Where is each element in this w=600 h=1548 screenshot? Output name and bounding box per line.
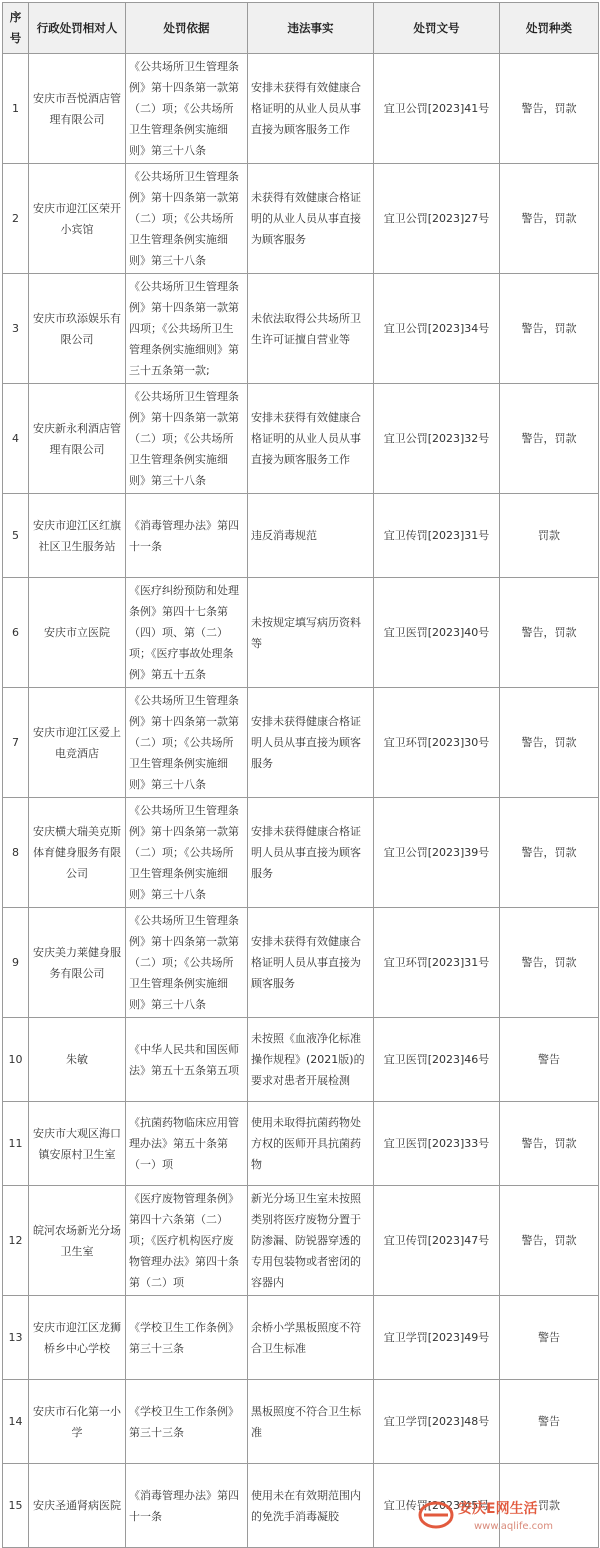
row-party: 皖河农场新光分场卫生室: [29, 1186, 126, 1296]
row-seq: 13: [3, 1296, 29, 1380]
table-row: [3, 1102, 599, 1186]
row-basis: 《消毒管理办法》第四十一条: [126, 494, 248, 578]
row-penalty-type: 警告，罚款: [500, 54, 599, 164]
table-row: [3, 494, 599, 578]
row-party: 安庆新永利酒店管理有限公司: [29, 384, 126, 494]
table-row: [3, 1296, 599, 1380]
header-basis: 处罚依据: [126, 3, 248, 54]
header-seq: 序号: [3, 3, 29, 54]
row-basis: 《学校卫生工作条例》第三十三条: [126, 1380, 248, 1464]
row-doc-no: 宜卫医罚[2023]33号: [374, 1102, 500, 1186]
row-seq: 5: [3, 494, 29, 578]
row-seq: 6: [3, 578, 29, 688]
row-doc-no: 宜卫医罚[2023]40号: [374, 578, 500, 688]
row-party: 安庆美力莱健身服务有限公司: [29, 908, 126, 1018]
row-fact: 安排未获得健康合格证明人员从事直接为顾客服务: [248, 688, 374, 798]
row-seq: 7: [3, 688, 29, 798]
table-row: [3, 688, 599, 798]
row-fact: 黑板照度不符合卫生标准: [248, 1380, 374, 1464]
row-party: 朱敏: [29, 1018, 126, 1102]
row-penalty-type: 警告，罚款: [500, 908, 599, 1018]
row-party: 安庆市大观区海口镇安原村卫生室: [29, 1102, 126, 1186]
row-doc-no: 宜卫传罚[2023]47号: [374, 1186, 500, 1296]
table-row: [3, 384, 599, 494]
row-penalty-type: 警告: [500, 1380, 599, 1464]
row-fact: 安排未获得有效健康合格证明人员从事直接为顾客服务: [248, 908, 374, 1018]
row-fact: 未获得有效健康合格证明的从业人员从事直接为顾客服务: [248, 164, 374, 274]
row-fact: 余桥小学黑板照度不符合卫生标准: [248, 1296, 374, 1380]
row-fact: 使用未在有效期范围内的免洗手消毒凝胶: [248, 1464, 374, 1548]
header-party: 行政处罚相对人: [29, 3, 126, 54]
row-seq: 8: [3, 798, 29, 908]
row-seq: 3: [3, 274, 29, 384]
row-basis: 《公共场所卫生管理条例》第十四条第一款第（二）项；《公共场所卫生管理条例实施细则》第三十八条: [126, 384, 248, 494]
row-basis: 《医疗纠纷预防和处理条例》第四十七条第（四）项、第（二）项；《医疗事故处理条例》第五十五条: [126, 578, 248, 688]
row-penalty-type: 警告，罚款: [500, 1102, 599, 1186]
table-row: [3, 164, 599, 274]
table-row: [3, 54, 599, 164]
row-basis: 《中华人民共和国医师法》第五十五条第五项: [126, 1018, 248, 1102]
header-doc-no: 处罚文号: [374, 3, 500, 54]
row-party: 安庆市迎江区龙狮桥乡中心学校: [29, 1296, 126, 1380]
row-doc-no: 宜卫公罚[2023]27号: [374, 164, 500, 274]
row-basis: 《抗菌药物临床应用管理办法》第五十条第（一）项: [126, 1102, 248, 1186]
row-party: 安庆市吾悦酒店管理有限公司: [29, 54, 126, 164]
row-party: 安庆市立医院: [29, 578, 126, 688]
row-party: 安庆市石化第一小学: [29, 1380, 126, 1464]
row-penalty-type: 警告，罚款: [500, 578, 599, 688]
row-fact: 使用未取得抗菌药物处方权的医师开具抗菌药物: [248, 1102, 374, 1186]
watermark-url: www.aqlife.com: [474, 1521, 554, 1532]
row-penalty-type: 罚款: [500, 1464, 599, 1548]
penalty-table: [2, 2, 599, 1548]
watermark-name: 安庆E网生活: [458, 1501, 538, 1517]
row-fact: 未依法取得公共场所卫生许可证擅自营业等: [248, 274, 374, 384]
row-doc-no: 宜卫学罚[2023]48号: [374, 1380, 500, 1464]
row-basis: 《医疗废物管理条例》第四十六条第（二）项；《医疗机构医疗废物管理办法》第四十条第（二）项: [126, 1186, 248, 1296]
row-doc-no: 宜卫公罚[2023]32号: [374, 384, 500, 494]
row-basis: 《公共场所卫生管理条例》第十四条第一款第（二）项；《公共场所卫生管理条例实施细则》第三十八条: [126, 54, 248, 164]
table-row: [3, 1186, 599, 1296]
row-party: 安庆横大瑞美克斯体育健身服务有限公司: [29, 798, 126, 908]
row-doc-no: 宜卫环罚[2023]30号: [374, 688, 500, 798]
table-row: [3, 1380, 599, 1464]
row-doc-no: 宜卫公罚[2023]41号: [374, 54, 500, 164]
row-basis: 《公共场所卫生管理条例》第十四条第一款第四项；《公共场所卫生管理条例实施细则》第三十五条第一款;: [126, 274, 248, 384]
table-row: [3, 1018, 599, 1102]
site-watermark-logo: [414, 1489, 594, 1535]
row-basis: 《公共场所卫生管理条例》第十四条第一款第（二）项；《公共场所卫生管理条例实施细则》第三十八条: [126, 164, 248, 274]
row-doc-no: 宜卫公罚[2023]34号: [374, 274, 500, 384]
row-penalty-type: 警告，罚款: [500, 1186, 599, 1296]
row-party: 安庆市迎江区荣开小宾馆: [29, 164, 126, 274]
row-seq: 11: [3, 1102, 29, 1186]
table-row: [3, 578, 599, 688]
row-penalty-type: 警告，罚款: [500, 798, 599, 908]
row-basis: 《公共场所卫生管理条例》第十四条第一款第（二）项；《公共场所卫生管理条例实施细则》第三十八条: [126, 798, 248, 908]
row-seq: 12: [3, 1186, 29, 1296]
row-party: 安庆市玖添娱乐有限公司: [29, 274, 126, 384]
row-basis: 《学校卫生工作条例》第三十三条: [126, 1296, 248, 1380]
row-penalty-type: 罚款: [500, 494, 599, 578]
row-fact: 违反消毒规范: [248, 494, 374, 578]
row-penalty-type: 警告: [500, 1296, 599, 1380]
row-fact: 安排未获得有效健康合格证明的从业人员从事直接为顾客服务工作: [248, 384, 374, 494]
row-doc-no: 宜卫学罚[2023]49号: [374, 1296, 500, 1380]
row-seq: 2: [3, 164, 29, 274]
row-penalty-type: 警告，罚款: [500, 164, 599, 274]
row-seq: 9: [3, 908, 29, 1018]
row-penalty-type: 警告，罚款: [500, 384, 599, 494]
row-doc-no: 宜卫传罚[2023]31号: [374, 494, 500, 578]
row-seq: 1: [3, 54, 29, 164]
row-penalty-type: 警告，罚款: [500, 274, 599, 384]
row-doc-no: 宜卫公罚[2023]39号: [374, 798, 500, 908]
row-doc-no: 宜卫环罚[2023]31号: [374, 908, 500, 1018]
table-row: [3, 908, 599, 1018]
row-penalty-type: 警告: [500, 1018, 599, 1102]
row-seq: 4: [3, 384, 29, 494]
header-fact: 违法事实: [248, 3, 374, 54]
row-doc-no: 宜卫传罚[2023]45号: [374, 1464, 500, 1548]
row-basis: 《公共场所卫生管理条例》第十四条第一款第（二）项；《公共场所卫生管理条例实施细则》第三十八条: [126, 908, 248, 1018]
row-party: 安庆圣通肾病医院: [29, 1464, 126, 1548]
row-fact: 新光分场卫生室未按照类别将医疗废物分置于防渗漏、防锐器穿透的专用包装物或者密闭的容器内: [248, 1186, 374, 1296]
row-basis: 《公共场所卫生管理条例》第十四条第一款第（二）项；《公共场所卫生管理条例实施细则》第三十八条: [126, 688, 248, 798]
header-penalty-type: 处罚种类: [500, 3, 599, 54]
row-party: 安庆市迎江区红旗社区卫生服务站: [29, 494, 126, 578]
row-fact: 安排未获得健康合格证明人员从事直接为顾客服务: [248, 798, 374, 908]
row-doc-no: 宜卫医罚[2023]46号: [374, 1018, 500, 1102]
header-row: [3, 3, 599, 54]
table-row: [3, 274, 599, 384]
row-party: 安庆市迎江区爱上电竞酒店: [29, 688, 126, 798]
row-fact: 未按规定填写病历资料等: [248, 578, 374, 688]
table-row: [3, 798, 599, 908]
row-seq: 14: [3, 1380, 29, 1464]
row-fact: 安排未获得有效健康合格证明的从业人员从事直接为顾客服务工作: [248, 54, 374, 164]
row-fact: 未按照《血液净化标准操作规程》(2021版)的要求对患者开展检测: [248, 1018, 374, 1102]
row-penalty-type: 警告，罚款: [500, 688, 599, 798]
row-seq: 10: [3, 1018, 29, 1102]
row-seq: 15: [3, 1464, 29, 1548]
row-basis: 《消毒管理办法》第四十一条: [126, 1464, 248, 1548]
